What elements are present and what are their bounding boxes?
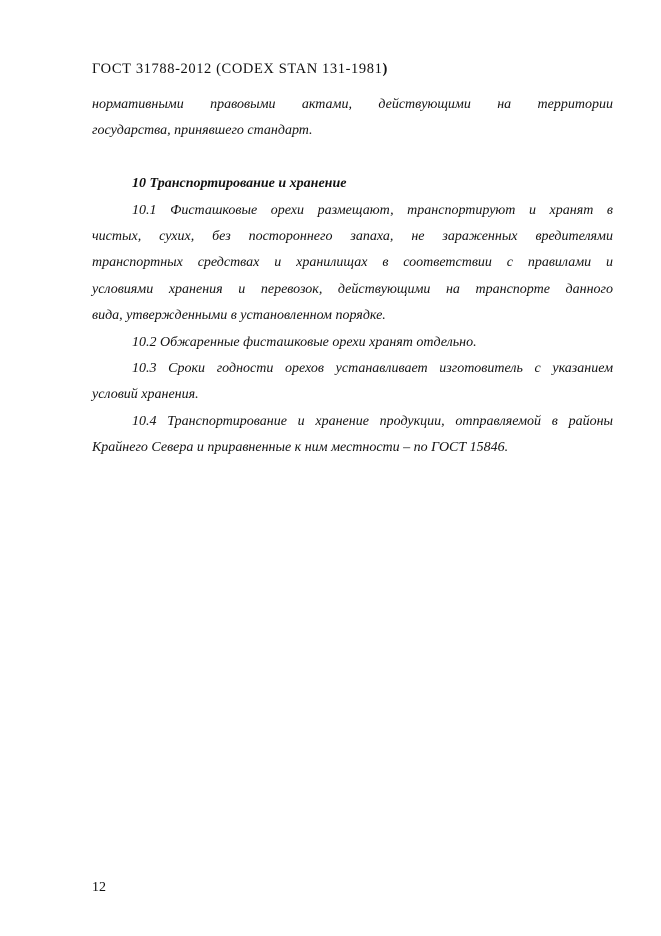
section-heading: 10 Транспортирование и хранение — [132, 176, 347, 192]
page-number: 12 — [92, 880, 106, 895]
p4-line-2: Крайнего Севера и приравненные к ним местности – по ГОСТ 15846. — [92, 440, 509, 456]
p1-line-3: транспортных средствах и хранилищах в соответствии с правилами и — [92, 255, 613, 271]
p1-line-1: 10.1 Фисташковые орехи размещают, транспортируют и хранят в — [132, 202, 613, 218]
p2-line-1: 10.2 Обжаренные фисташковые орехи хранят отдельно. — [132, 334, 477, 350]
p4-line-1: 10.4 Транспортирование и хранение продукции, отправляемой в районы — [132, 413, 613, 429]
paragraph-gap — [92, 145, 613, 171]
p3-line-1: 10.3 Сроки годности орехов устанавливает изготовитель с указанием — [132, 360, 613, 376]
intro-line-1: нормативными правовыми актами, действующими на территории — [92, 97, 613, 112]
document-body — [92, 92, 613, 461]
header-standard-code: ГОСТ 31788-2012 (CODEX STAN 131-1981 — [92, 61, 383, 77]
p3-line-2: условий хранения. — [92, 387, 199, 403]
running-header — [92, 61, 388, 78]
intro-line-2: государства, принявшего стандарт. — [92, 123, 313, 139]
p1-line-5: вида, утвержденными в установленном порядке. — [92, 308, 386, 324]
p1-line-4: условиями хранения и перевозок, действующими на транспорте данного — [92, 281, 613, 297]
p1-line-2: чистых, сухих, без постороннего запаха, не зараженных вредителями — [92, 228, 613, 244]
header-closing-paren: ) — [382, 61, 388, 77]
